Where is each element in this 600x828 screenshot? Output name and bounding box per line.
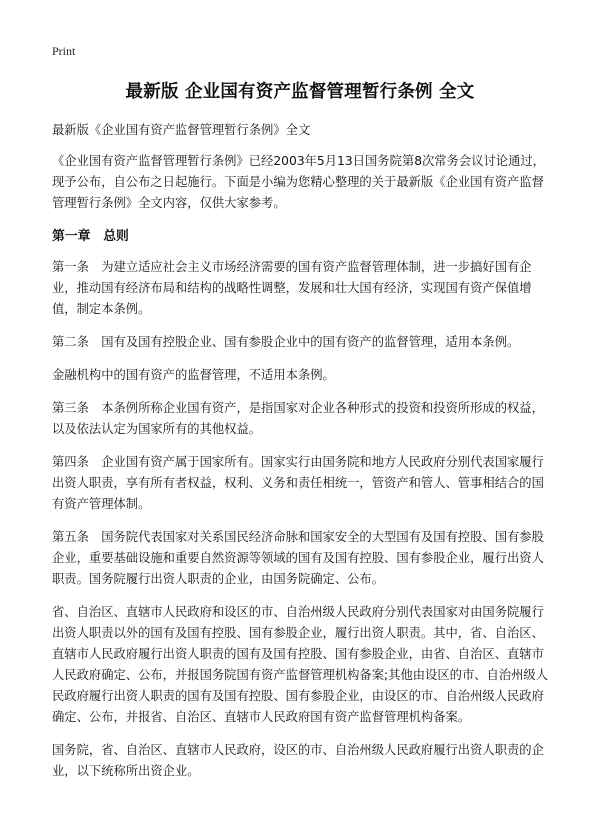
article-5: 第五条 国务院代表国家对关系国民经济命脉和国家安全的大型国有及国有控股、国有参股企业，重要基础设施和重要自然资源等领域的国有及国有控股、国有参股企业，履行出资人职责。国务院履行出资人职责的企业，由国务院确定、公布。 [52, 530, 544, 586]
page-title: 最新版 企业国有资产监督管理暂行条例 全文 [125, 82, 475, 102]
article-4: 第四条 企业国有资产属于国家所有。国家实行由国务院和地方人民政府分别代表国家履行出资人职责，享有所有者权益，权利、义务和责任相统一，管资产和管人、管事相结合的国有资产管理体制。 [52, 455, 544, 511]
print-label: Print [52, 44, 76, 58]
article-body [52, 120, 552, 794]
chapter-heading: 第一章 总则 [52, 229, 129, 244]
article-subtitle: 最新版《企业国有资产监督管理暂行条例》全文 [52, 123, 311, 137]
article-1: 第一条 为建立适应社会主义市场经济需要的国有资产监督管理体制，进一步搞好国有企业，推动国有经济布局和结构的战略性调整，发展和壮大国有经济，实现国有资产保值增值，制定本条例。 [52, 260, 532, 316]
intro-paragraph: 《企业国有资产监督管理暂行条例》已经2003年5月13日国务院第8次常务会议讨论通过，现予公布，自公布之日起施行。下面是小编为您精心整理的关于最新版《企业国有资产监督管理暂行条例》全文内容，仅供大家参考。 [52, 154, 545, 210]
article-2: 第二条 国有及国有控股企业、国有参股企业中的国有资产的监督管理，适用本条例。 [52, 335, 520, 349]
article-3: 第三条 本条例所称企业国有资产，是指国家对企业各种形式的投资和投资所形成的权益，以及依法认定为国家所有的其他权益。 [52, 401, 544, 436]
article-5-summary: 国务院，省、自治区、直辖市人民政府，设区的市、自治州级人民政府履行出资人职责的企业，以下统称所出资企业。 [52, 743, 544, 778]
article-5-provincial: 省、自治区、直辖市人民政府和设区的市、自治州级人民政府分别代表国家对由国务院履行出资人职责以外的国有及国有控股、国有参股企业，履行出资人职责。其中，省、自治区、直辖市人民政府履行出资人职责的国有及国有控股、国有参股企业，由省、自治区、直辖市人民政府确定、公布，并报国务院国有资产监督管理机构备案;其他由设区的市、自治州级人民政府履行出资人职责的国有及国有控股、国有参股企业，由设区的市、自治州级人民政府确定、公布，并报省、自治区、直辖市人民政府国有资产监督管理机构备案。 [52, 605, 549, 724]
article-2-note: 金融机构中的国有资产的监督管理，不适用本条例。 [52, 368, 335, 382]
